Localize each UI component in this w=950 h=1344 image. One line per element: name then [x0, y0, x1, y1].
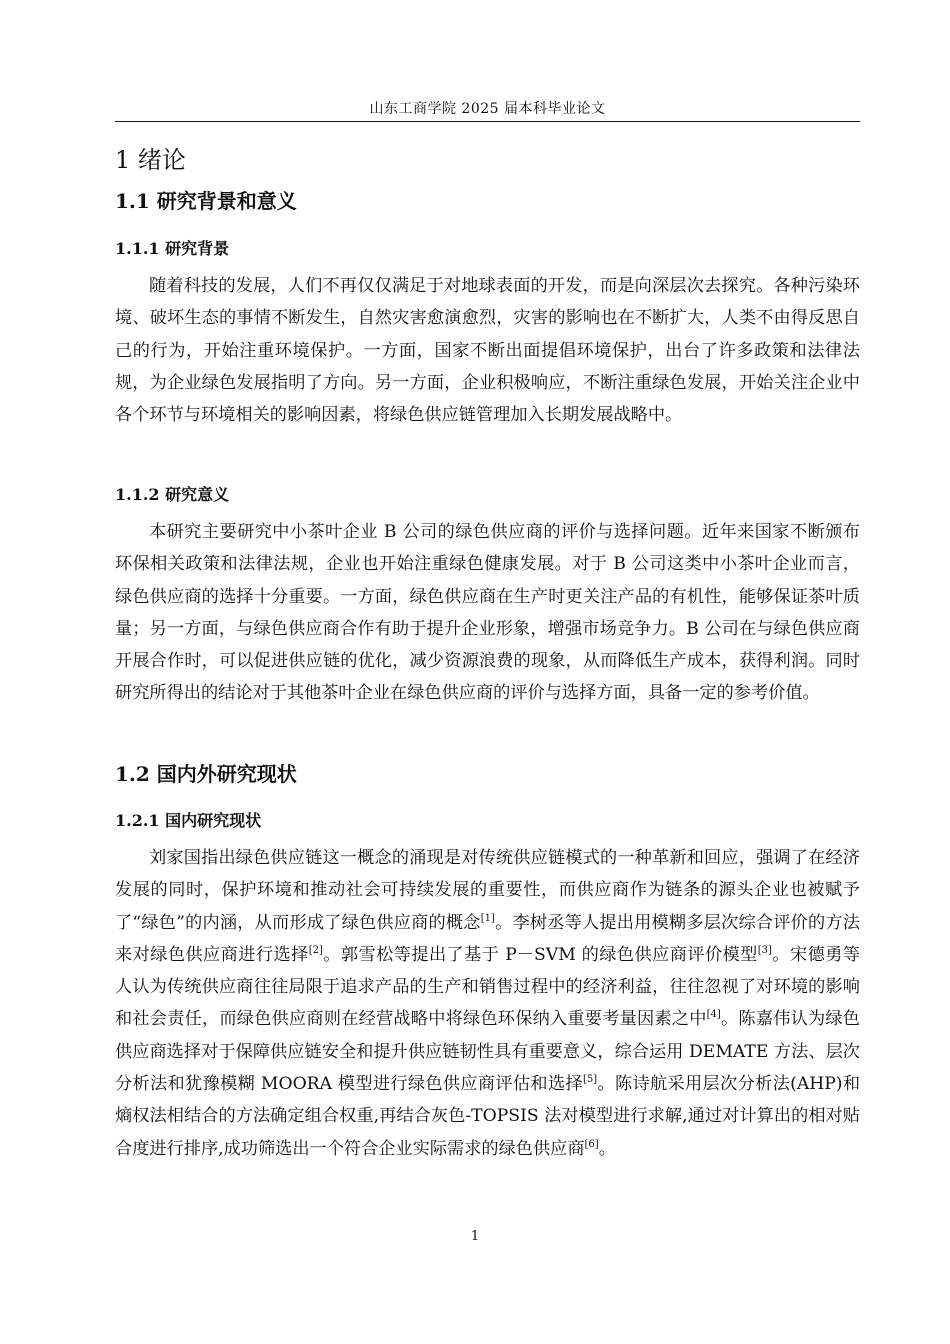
- text-run: 。陈嘉伟认为绿色供应商选择对于保障供应链安全和提升供应链韧性具有重要意义，综合运用 DEMATE 方法、层次分析法和犹豫模糊 MOORA 模型进行绿色供应商评估和选择: [115, 1009, 860, 1095]
- section-title-1-1: 1.1 研究背景和意义: [115, 189, 297, 213]
- citation-2: [2]: [308, 944, 323, 956]
- subsection-title-1-2-1: 1.2.1 国内研究现状: [115, 811, 262, 830]
- citation-5: [5]: [582, 1074, 598, 1086]
- subsection-title-1-1-2: 1.1.2 研究意义: [115, 485, 230, 504]
- text-run: 。李树丞等人提出用模糊多层次综合评价的方法来对绿色供应商进行选择: [115, 912, 860, 965]
- citation-3: [3]: [757, 944, 772, 956]
- citation-4: [4]: [706, 1009, 721, 1021]
- subsection-title-1-1-1: 1.1.1 研究背景: [115, 239, 230, 258]
- section-title-1-2: 1.2 国内外研究现状: [115, 762, 297, 786]
- text-run: 。郭雪松等提出了基于 P－SVM 的绿色供应商评价模型: [322, 944, 758, 965]
- header-rule: [115, 121, 860, 122]
- chapter-title: 1 绪论: [115, 146, 186, 174]
- citation-6: [6]: [584, 1138, 599, 1150]
- text-run: 。宋德勇等人认为传统供应商往往局限于追求产品的生产和销售过程中的经济利益，往往忽视了对环境的影响和社会责任，而绿色供应商则在经营战略中将绿色环保纳入重要考量因素之中: [115, 944, 860, 1030]
- paragraph-domestic-research: [115, 842, 860, 1165]
- paragraph-research-significance: 本研究主要研究中小茶叶企业 B 公司的绿色供应商的评价与选择问题。近年来国家不断颁布环保相关政策和法律法规，企业也开始注重绿色健康发展。对于 B 公司这类中小茶叶企业而言，绿色供应商的选择十分重要。一方面，绿色供应商在生产时更关注产品的有机性，能够保证茶叶质量；另一方面，与绿色供应商合作有助于提升企业形象，增强市场竞争力。B 公司在与绿色供应商开展合作时，可以促进供应链的优化，减少资源浪费的现象，从而降低生产成本，获得利润。同时研究所得出的结论对于其他茶叶企业在绿色供应商的评价与选择方面，具备一定的参考价值。: [115, 522, 860, 704]
- paragraph-research-background: 随着科技的发展，人们不再仅仅满足于对地球表面的开发，而是向深层次去探究。各种污染环境、破坏生态的事情不断发生，自然灾害愈演愈烈，灾害的影响也在不断扩大，人类不由得反思自己的行为，开始注重环境保护。一方面，国家不断出面提倡环境保护，出台了许多政策和法律法规，为企业绿色发展指明了方向。另一方面，企业积极响应，不断注重绿色发展，开始关注企业中各个环节与环境相关的影响因素，将绿色供应链管理加入长期发展战略中。: [115, 276, 860, 426]
- running-header: 山东工商学院 2025 届本科毕业论文: [369, 101, 606, 117]
- text-run: 。: [598, 1138, 616, 1159]
- page-number: 1: [470, 1229, 480, 1244]
- text-run: 刘家国指出绿色供应链这一概念的涌现是对传统供应链模式的一种革新和回应，强调了在经济发展的同时，保护环境和推动社会可持续发展的重要性，而供应商作为链条的源头企业也被赋予了“绿色”的内涵，从而形成了绿色供应商的概念: [115, 848, 860, 933]
- citation-1: [1]: [480, 912, 495, 924]
- text-run: 。陈诗航采用层次分析法(AHP)和熵权法相结合的方法确定组合权重,再结合灰色-TOPSIS 法对模型进行求解,通过对计算出的相对贴合度进行排序,成功筛选出一个符合企业实际需求的绿色供应商: [115, 1074, 861, 1159]
